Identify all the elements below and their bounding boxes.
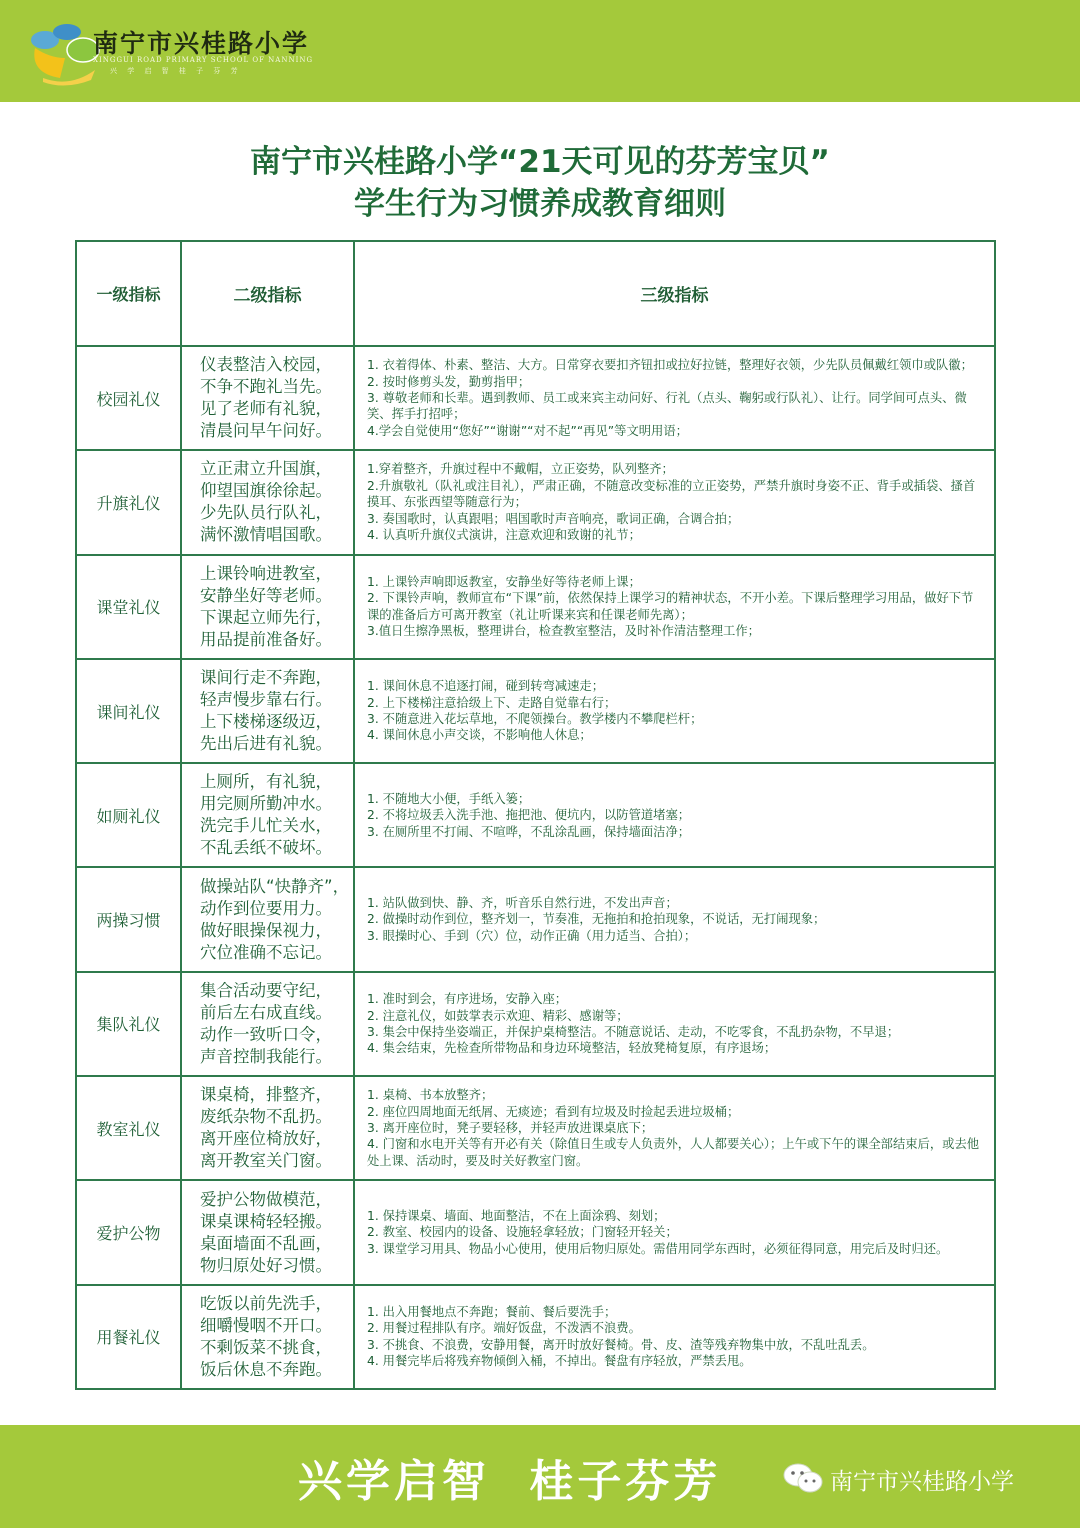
level2-line: 做好眼操保视力， (200, 920, 332, 940)
level1-cell: 爱护公物 (76, 1180, 181, 1284)
level3-item: 1. 衣着得体、朴素、整洁、大方。日常穿衣要扣齐钮扣或拉好拉链，整理好衣领，少先队员佩戴红领巾或队徽； (367, 358, 973, 373)
level2-line: 声音控制我能行。 (200, 1046, 332, 1066)
level2-line: 废纸杂物不乱扔。 (200, 1107, 332, 1127)
page-subtitle: 学生行为习惯养成教育细则 (354, 186, 726, 222)
table-row (76, 1076, 995, 1180)
level2-line: 课桌课椅轻轻搬。 (200, 1211, 332, 1231)
level2-cell (181, 1285, 354, 1389)
level3-item: 3. 尊敬老师和长辈。遇到教师、员工或来宾主动问好、行礼（点头、鞠躬或行队礼）、让行。同学间可点头、微笑、挥手打招呼； (367, 390, 967, 422)
level2-line: 桌面墙面不乱画， (200, 1233, 332, 1253)
header-level3: 三级指标 (354, 241, 995, 346)
header-level1: 一级指标 (76, 241, 181, 346)
level3-item: 3. 离开座位时，凳子要轻移，并轻声放进课桌底下； (367, 1121, 654, 1136)
level3-item: 3. 集会中保持坐姿端正，并保护桌椅整洁。不随意说话、走动，不吃零食，不乱扔杂物，不早退； (367, 1024, 900, 1039)
level3-item: 2. 下课铃声响，教师宣布“下课”前，依然保持上课学习的精神状态，不开小差。下课后整理学习用品，做好下节课的准备后方可离开教室（礼让听课来宾和任课老师先离）； (367, 591, 974, 622)
level2-line: 吃饭以前先洗手， (200, 1293, 332, 1313)
level3-item: 4. 认真听升旗仪式演讲，注意欢迎和致谢的礼节； (367, 528, 641, 543)
level3-item: 3. 眼操时心、手到（穴）位，动作正确（用力适当、合拍）； (367, 928, 697, 943)
level2-cell (181, 346, 354, 450)
table-row (76, 867, 995, 971)
level2-line: 下课起立师先行， (200, 607, 332, 627)
level1-cell: 如厕礼仪 (76, 763, 181, 867)
school-english-name: XINGGUI ROAD PRIMARY SCHOOL OF NANNING (93, 56, 314, 64)
level3-item: 4. 门窗和水电开关等有开必有关（除值日生或专人负责外，人人都要关心）；上午或下午的课全部结束后，或去他处上课、活动时，要及时关好教室门窗。 (367, 1137, 980, 1168)
table-row (76, 1180, 995, 1284)
level3-item: 4.学会自觉使用“您好”“谢谢”“对不起”“再见”等文明用语； (367, 423, 688, 438)
level2-line: 集合活动要守纪， (200, 980, 332, 1000)
level2-line: 仪表整洁入校园， (200, 355, 332, 375)
level2-line: 见了老师有礼貌， (200, 399, 332, 419)
level3-item: 1. 上课铃声响即返教室，安静坐好等待老师上课； (367, 574, 641, 589)
level3-cell (354, 555, 995, 659)
level2-line: 上厕所，有礼貌， (200, 772, 332, 792)
level3-item: 1. 准时到会，有序进场，安静入座； (367, 992, 568, 1007)
level3-item: 1. 课间休息不追逐打闹，碰到转弯减速走； (367, 679, 604, 694)
level2-line: 洗完手儿忙关水， (200, 816, 332, 836)
header-band (0, 0, 1080, 102)
level3-item: 2. 做操时动作到位，整齐划一，节奏准，无拖拍和抢拍现象，不说话，无打闹现象； (367, 912, 826, 927)
table-header-row (76, 241, 995, 346)
level2-line: 立正肃立升国旗， (200, 459, 332, 479)
level2-line: 动作一致听口令， (200, 1024, 332, 1044)
level2-line: 上课铃响进教室， (200, 563, 332, 583)
level2-cell (181, 867, 354, 971)
level3-item: 2. 按时修剪头发，勤剪指甲； (367, 374, 531, 389)
level3-item: 1.穿着整齐，升旗过程中不戴帽，立正姿势，队列整齐； (367, 462, 674, 477)
level3-item: 3.值日生擦净黑板，整理讲台，检查教室整洁，及时补作清洁整理工作； (367, 624, 760, 639)
level3-item: 1. 站队做到快、静、齐，听音乐自然行进，不发出声音； (367, 896, 678, 911)
level2-line: 前后左右成直线。 (200, 1002, 332, 1022)
level2-cell (181, 763, 354, 867)
level3-item: 2. 注意礼仪，如鼓掌表示欢迎、精彩、感谢等； (367, 1008, 629, 1023)
level3-item: 2. 座位四周地面无纸屑、无痰迹；看到有垃圾及时捡起丢进垃圾桶； (367, 1104, 740, 1119)
table-row (76, 346, 995, 450)
level2-cell (181, 659, 354, 763)
level2-line: 轻声慢步靠右行。 (200, 690, 332, 710)
level3-cell (354, 867, 995, 971)
level1-cell: 集队礼仪 (76, 972, 181, 1076)
level3-item: 4. 课间休息小声交谈，不影响他人休息； (367, 728, 592, 743)
level3-item: 3. 课堂学习用具、物品小心使用，使用后物归原处。需借用同学东西时，必须征得同意，用完后及时归还。 (367, 1241, 949, 1256)
wechat-account-name: 南宁市兴桂路小学 (830, 1469, 1014, 1495)
level1-cell: 校园礼仪 (76, 346, 181, 450)
level3-cell (354, 346, 995, 450)
level3-item: 2. 上下楼梯注意拾级上下、走路自觉靠右行； (367, 695, 617, 710)
level2-line: 用完厕所勤冲水。 (200, 794, 332, 814)
level2-line: 动作到位要用力。 (200, 898, 332, 918)
level3-item: 2. 不将垃圾丢入洗手池、拖把池、便坑内，以防管道堵塞； (367, 808, 691, 823)
level2-cell (181, 972, 354, 1076)
level1-cell: 用餐礼仪 (76, 1285, 181, 1389)
level3-item: 4. 用餐完毕后将残弃物倾倒入桶，不掉出。餐盘有序轻放，严禁丢甩。 (367, 1354, 752, 1369)
level3-item: 3. 不挑食、不浪费，安静用餐，离开时放好餐椅。骨、皮、渣等残弃物集中放，不乱吐乱丢。 (367, 1337, 875, 1352)
level2-line: 满怀激情唱国歌。 (200, 525, 332, 545)
table-row (76, 555, 995, 659)
level2-line: 课桌椅，排整齐， (200, 1085, 332, 1105)
level3-cell (354, 763, 995, 867)
table-row (76, 659, 995, 763)
school-name: 南宁市兴桂路小学 (93, 29, 310, 58)
level1-cell: 课间礼仪 (76, 659, 181, 763)
level3-item: 1. 保持课桌、墙面、地面整洁，不在上面涂鸦、刻划； (367, 1208, 666, 1223)
level3-item: 3. 奏国歌时，认真跟唱；唱国歌时声音响亮，歌词正确，合调合拍； (367, 511, 740, 526)
level3-item: 2. 教室、校园内的设备、设施轻拿轻放；门窗轻开轻关； (367, 1225, 678, 1240)
level2-line: 爱护公物做模范， (200, 1189, 332, 1209)
level2-line: 细嚼慢咽不开口。 (200, 1315, 332, 1335)
level2-line: 不乱丢纸不破坏。 (200, 838, 332, 858)
footer-band (0, 1425, 1080, 1528)
level3-cell (354, 659, 995, 763)
wechat-icon (782, 1462, 826, 1494)
level1-cell: 课堂礼仪 (76, 555, 181, 659)
level3-item: 1. 出入用餐地点不奔跑；餐前、餐后要洗手； (367, 1305, 617, 1319)
level2-line: 上下楼梯逐级迈， (200, 712, 332, 732)
level2-line: 离开教室关门窗。 (200, 1151, 332, 1171)
table-row (76, 972, 995, 1076)
level3-item: 1. 不随地大小便，手纸入篓； (367, 791, 531, 806)
level3-cell (354, 1180, 995, 1284)
level2-line: 离开座位椅放好， (200, 1129, 332, 1149)
table-row (76, 763, 995, 867)
level2-line: 不争不跑礼当先。 (200, 377, 332, 397)
level3-item: 2.升旗敬礼（队礼或注目礼），严肃正确，不随意改变标准的立正姿势，严禁升旗时身姿不正、背手或插袋、搔首摸耳、东张西望等随意行为； (367, 478, 976, 510)
level2-line: 课间行走不奔跑， (200, 668, 332, 688)
level3-cell (354, 450, 995, 554)
level2-line: 物归原处好习惯。 (200, 1255, 332, 1275)
level2-line: 少先队员行队礼， (200, 503, 332, 523)
level3-cell (354, 972, 995, 1076)
rules-table (75, 240, 996, 1390)
level1-cell: 教室礼仪 (76, 1076, 181, 1180)
level1-cell: 两操习惯 (76, 867, 181, 971)
level2-line: 用品提前准备好。 (200, 629, 332, 649)
level2-line: 不剩饭菜不挑食， (200, 1337, 332, 1357)
level3-item: 3. 在厕所里不打闹、不喧哗，不乱涂乱画，保持墙面洁净； (367, 824, 691, 839)
level2-line: 安静坐好等老师。 (200, 585, 332, 605)
table-row (76, 450, 995, 554)
level3-item: 3. 不随意进入花坛草地，不爬领操台。教学楼内不攀爬栏杆； (367, 712, 703, 727)
level2-cell (181, 1180, 354, 1284)
level2-line: 仰望国旗徐徐起。 (200, 481, 332, 501)
level1-cell: 升旗礼仪 (76, 450, 181, 554)
table-row (76, 1285, 995, 1389)
school-motto: 兴 学 启 智 桂 子 芬 芳 (110, 67, 242, 75)
header-level2: 二级指标 (181, 241, 354, 346)
level3-item: 4. 集会结束，先检查所带物品和身边环境整洁，轻放凳椅复原，有序退场； (367, 1041, 777, 1056)
level2-cell (181, 1076, 354, 1180)
level3-cell (354, 1076, 995, 1180)
level3-item: 2. 用餐过程排队有序。端好饭盘，不泼洒不浪费。 (367, 1321, 641, 1336)
page-title: 南宁市兴桂路小学“21天可见的芬芳宝贝” (250, 144, 830, 180)
level2-line: 穴位准确不忘记。 (200, 942, 332, 962)
level2-line: 清晨问早午问好。 (200, 421, 332, 441)
level2-line: 先出后进有礼貌。 (200, 734, 332, 754)
level2-line: 饭后休息不奔跑。 (200, 1359, 332, 1379)
level2-cell (181, 450, 354, 554)
footer-slogan: 兴学启智 桂子芬芳 (298, 1456, 722, 1507)
level3-item: 1. 桌椅、书本放整齐； (367, 1088, 494, 1103)
level3-cell (354, 1285, 995, 1389)
level2-cell (181, 555, 354, 659)
level2-line: 做操站队“快静齐”， (200, 876, 350, 896)
